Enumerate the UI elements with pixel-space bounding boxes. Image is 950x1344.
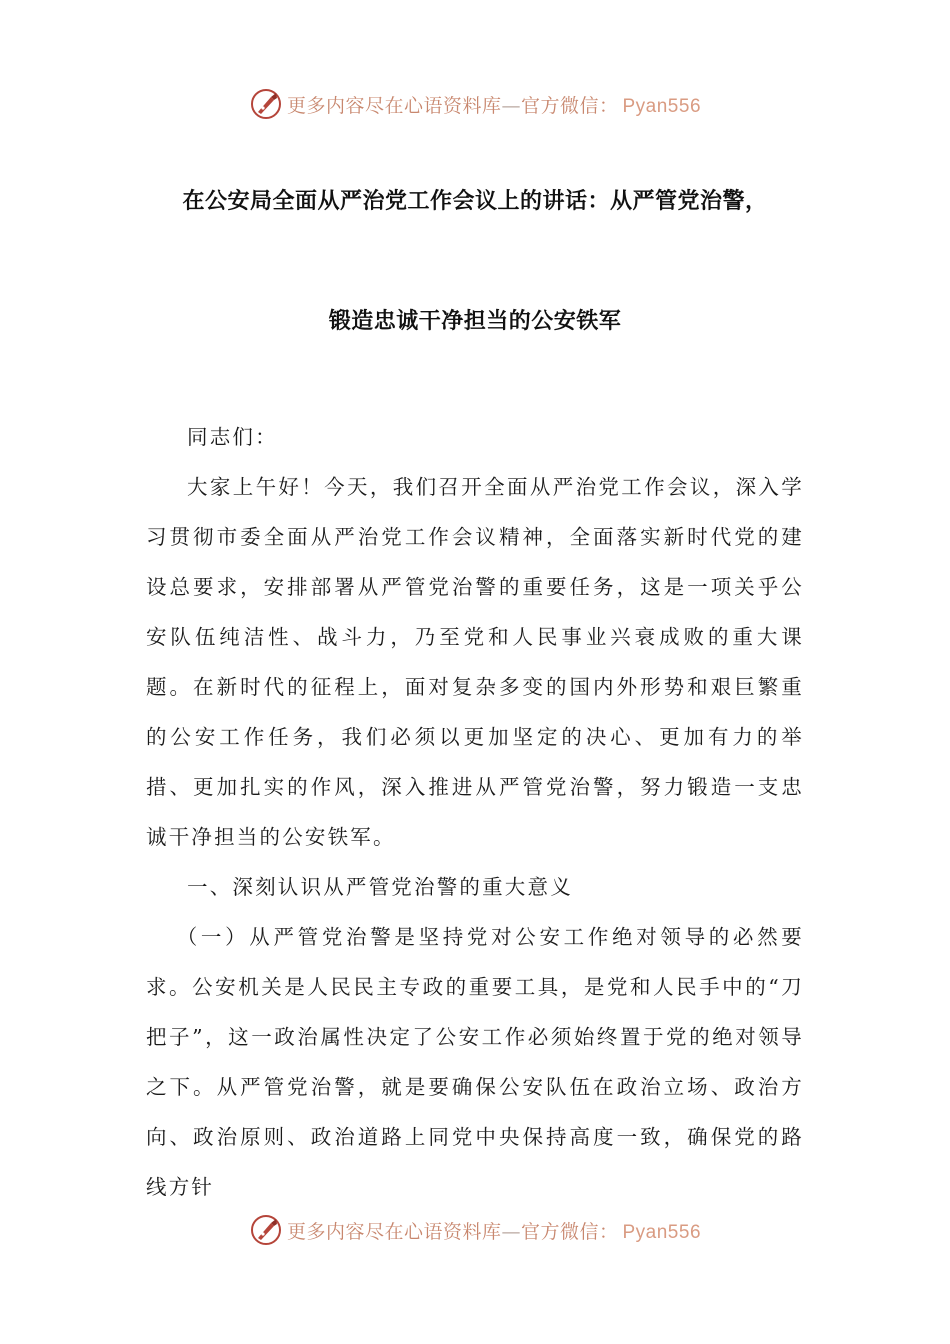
- pen-nib-logo-icon: [249, 87, 283, 121]
- document-body: [146, 412, 804, 1212]
- pen-nib-logo-icon: [249, 1213, 283, 1247]
- watermark-text: 更多内容尽在心语资料库—官方微信： Pyan556: [286, 94, 702, 117]
- header-watermark: [0, 84, 950, 124]
- document-title-line-2: 锻造忠诚干净担当的公安铁军: [328, 309, 622, 334]
- paragraph: 大家上午好！今天，我们召开全面从严治党工作会议，深入学习贯彻市委全面从严治党工作会议精神，全面落实新时代党的建设总要求，安排部署从严管党治警的重要任务，这是一项关乎公安队伍纯洁性、战斗力，乃至党和人民事业兴衰成败的重大课题。在新时代的征程上，面对复杂多变的国内外形势和艰巨繁重的公安工作任务，我们必须以更加坚定的决心、更加有力的举措、更加扎实的作风，深入推进从严管党治警，努力锻造一支忠诚干净担当的公安铁军。: [146, 475, 804, 849]
- document-title-line-1: 在公安局全面从严治党工作会议上的讲话：从严管党治警，: [182, 189, 768, 214]
- salutation: 同志们：: [187, 425, 278, 449]
- watermark-text: 更多内容尽在心语资料库—官方微信： Pyan556: [286, 1220, 702, 1243]
- watermark-handle: Pyan556: [622, 95, 702, 117]
- footer-watermark: [0, 1210, 950, 1250]
- paragraph: （一）从严管党治警是坚持党对公安工作绝对领导的必然要求。公安机关是人民民主专政的重要工具，是党和人民手中的“刀把子”，这一政治属性决定了公安工作必须始终置于党的绝对领导之下。从严管党治警，就是要确保公安队伍在政治立场、政治方向、政治原则、政治道路上同党中央保持高度一致，确保党的路线方针: [146, 925, 804, 1199]
- watermark-handle: Pyan556: [622, 1221, 702, 1243]
- section-heading: 一、深刻认识从严管党治警的重大意义: [187, 875, 573, 899]
